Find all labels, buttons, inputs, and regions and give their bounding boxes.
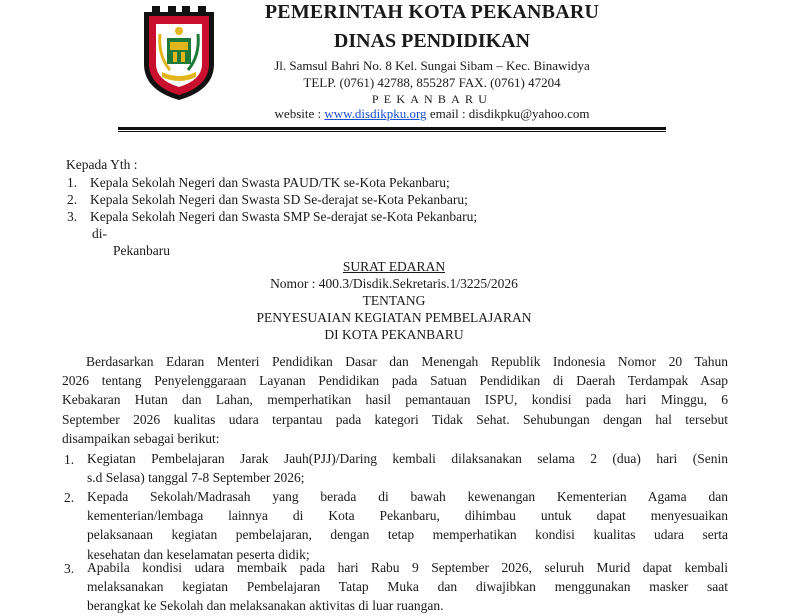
city-emblem-logo xyxy=(140,4,218,102)
opening-paragraph xyxy=(62,352,728,448)
point-number: 3. xyxy=(64,561,75,576)
letterhead-divider xyxy=(118,127,666,130)
website-label: website : xyxy=(274,106,325,121)
letterhead-city: PEKANBARU xyxy=(371,92,493,106)
point-text xyxy=(87,449,728,487)
recipient-item: Kepala Sekolah Negeri dan Swasta PAUD/TK se-Kota Pekanbaru; xyxy=(90,175,450,190)
recipient-number: 2. xyxy=(67,192,78,207)
point-line: pelaksanaan kegiatan pembelajaran, dengan tetap memperhatikan kondisi kualitas udara serta xyxy=(87,527,728,543)
recipient-di: di- xyxy=(92,226,107,241)
paragraph-line: Berdasarkan Edaran Menteri Pendidikan Dasar dan Menengah Republik Indonesia Nomor 20 Tahun xyxy=(86,354,728,369)
point-line: berangkat ke Sekolah dan melaksanakan aktivitas di luar ruangan. xyxy=(87,598,444,614)
recipient-place: Pekanbaru xyxy=(113,243,170,258)
point-line: Kepada Sekolah/Madrasah yang berada di bawah kewenangan Kementerian Agama dan xyxy=(87,489,728,504)
paragraph-line: 2026 tentang Penyelenggaraan Layanan Pendidikan pada Satuan Pendidikan di Daerah Terdampak Asap xyxy=(62,373,728,389)
point-line: Kegiatan Pembelajaran Jarak Jauh(PJJ)/Daring kembali dilaksanakan selama 2 (dua) hari (Senin xyxy=(87,451,728,466)
letterhead-phone: TELP. (0761) 42788, 855287 FAX. (0761) 47204 xyxy=(303,75,561,90)
letter-heading: SURAT EDARAN xyxy=(342,259,446,274)
point-line: melaksanakan kegiatan Pembelajaran Tatap Muka dan diwajibkan menggunakan masker saat xyxy=(87,579,728,595)
paragraph-line: Kebakaran Hutan dan Lahan, memperhatikan hasil pemantauan ISPU, kondisi pada hari Minggu, 6 xyxy=(62,392,728,408)
paragraph-line: disampaikan sebagai berikut: xyxy=(62,430,220,446)
point-text xyxy=(87,487,728,564)
point-number: 2. xyxy=(64,490,75,505)
recipient-item: Kepala Sekolah Negeri dan Swasta SMP Se-derajat se-Kota Pekanbaru; xyxy=(90,209,478,224)
letterhead-department: DINAS PENDIDIKAN xyxy=(333,30,531,52)
letter-tentang: TENTANG xyxy=(362,293,426,308)
recipient-number: 3. xyxy=(67,209,78,224)
point-line: kementerian/lembaga lainnya di Kota Pekanbaru, dihimbau untuk dapat menyesuaikan xyxy=(87,508,728,524)
recipient-number: 1. xyxy=(67,175,78,190)
paragraph-line: September 2026 kualitas udara terpantau pada kategori Tidak Sehat. Sehubungan dengan hal tersebut xyxy=(62,411,728,427)
point-text xyxy=(87,558,728,616)
letterhead-address: Jl. Samsul Bahri No. 8 Kel. Sungai Sibam – Kec. Binawidya xyxy=(274,58,590,73)
point-line: s.d Selasa) tanggal 7-8 September 2026; xyxy=(87,470,305,486)
letter-subject: PENYESUAIAN KEGIATAN PEMBELAJARAN xyxy=(256,310,532,325)
letterhead-divider-thin xyxy=(118,131,666,132)
letterhead-government: PEMERINTAH KOTA PEKANBARU xyxy=(264,1,600,23)
website-link[interactable]: www.disdikpku.org xyxy=(324,106,427,121)
letterhead-contact xyxy=(232,106,632,122)
point-line: Apabila kondisi udara membaik pada hari Rabu 9 September 2026, seluruh Murid dapat kembali xyxy=(87,560,728,575)
email-text: email : disdikpku@yahoo.com xyxy=(426,106,590,121)
point-line: kesehatan dan keselamatan peserta didik; xyxy=(87,546,310,562)
letter-subject-location: DI KOTA PEKANBARU xyxy=(324,327,464,342)
recipient-item: Kepala Sekolah Negeri dan Swasta SD Se-derajat se-Kota Pekanbaru; xyxy=(90,192,468,207)
recipients-intro: Kepada Yth : xyxy=(66,157,138,172)
letter-number: Nomor : 400.3/Disdik.Sekretaris.1/3225/2026 xyxy=(270,276,518,291)
point-number: 1. xyxy=(64,452,75,467)
